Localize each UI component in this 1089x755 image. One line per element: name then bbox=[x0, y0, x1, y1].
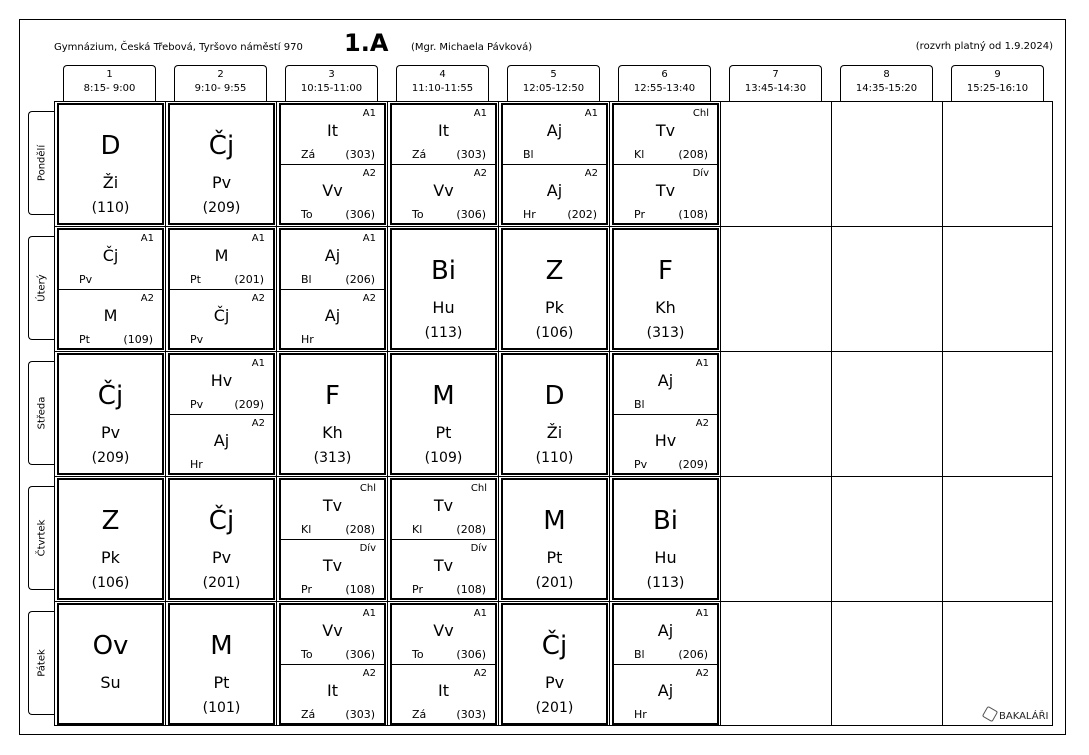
teacher-abbrev: Pr bbox=[634, 208, 645, 221]
room-number: (303) bbox=[345, 708, 375, 721]
lesson-group-bottom bbox=[614, 164, 717, 224]
room-number: (108) bbox=[345, 583, 375, 596]
lesson-group-bottom bbox=[392, 664, 495, 724]
period-header bbox=[174, 65, 267, 101]
lesson-group-top bbox=[170, 230, 273, 289]
subject-abbrev: D bbox=[100, 131, 121, 161]
lesson-group-bottom bbox=[614, 664, 717, 724]
room-number: (113) bbox=[424, 325, 463, 341]
teacher-abbrev: Kl bbox=[301, 523, 312, 536]
lesson-cell[interactable] bbox=[390, 228, 497, 350]
room-number: (313) bbox=[313, 450, 352, 466]
grid-column-divider bbox=[498, 101, 499, 726]
subject-abbrev: F bbox=[325, 381, 340, 411]
teacher-abbrev: Hr bbox=[301, 333, 314, 346]
lesson-cell[interactable] bbox=[279, 103, 386, 225]
subject-abbrev: It bbox=[438, 121, 449, 140]
subject-abbrev: Aj bbox=[657, 681, 674, 700]
day-label bbox=[28, 611, 55, 715]
teacher-abbrev: Pr bbox=[412, 583, 423, 596]
room-number: (113) bbox=[646, 575, 685, 591]
subject-abbrev: Tv bbox=[433, 556, 454, 575]
teacher-abbrev: Pv bbox=[79, 273, 93, 286]
lesson-cell[interactable] bbox=[57, 228, 164, 350]
period-time: 9:10- 9:55 bbox=[194, 83, 247, 94]
group-label: A2 bbox=[251, 293, 265, 304]
lesson-group-top bbox=[281, 480, 384, 539]
teacher-abbrev: Hr bbox=[634, 708, 647, 721]
period-header bbox=[618, 65, 711, 101]
lesson-group-bottom bbox=[170, 414, 273, 474]
room-number: (109) bbox=[424, 450, 463, 466]
room-number: (303) bbox=[456, 148, 486, 161]
teacher-abbrev: Pt bbox=[435, 423, 452, 442]
room-number: (101) bbox=[202, 700, 241, 716]
group-label: A2 bbox=[140, 293, 154, 304]
class-teacher: (Mgr. Michaela Pávková) bbox=[411, 42, 533, 53]
group-label: A2 bbox=[473, 668, 487, 679]
lesson-group-top bbox=[392, 105, 495, 164]
lesson-group-top bbox=[614, 605, 717, 664]
subject-abbrev: M bbox=[432, 381, 455, 411]
lesson-cell[interactable] bbox=[57, 353, 164, 475]
grid-column-divider bbox=[387, 101, 388, 726]
group-label: A1 bbox=[473, 108, 487, 119]
subject-abbrev: It bbox=[327, 121, 338, 140]
teacher-abbrev: Su bbox=[100, 673, 121, 692]
period-number: 7 bbox=[772, 69, 779, 80]
subject-abbrev: It bbox=[327, 681, 338, 700]
teacher-abbrev: Pv bbox=[211, 173, 232, 192]
lesson-group-top bbox=[392, 480, 495, 539]
subject-abbrev: Vv bbox=[322, 181, 343, 200]
subject-abbrev: Tv bbox=[322, 556, 343, 575]
subject-abbrev: Aj bbox=[546, 121, 563, 140]
lesson-cell[interactable] bbox=[279, 228, 386, 350]
room-number: (201) bbox=[202, 575, 241, 591]
lesson-group-bottom bbox=[170, 289, 273, 349]
group-label: A2 bbox=[695, 668, 709, 679]
grid-row-divider bbox=[54, 226, 1053, 227]
room-number: (202) bbox=[567, 208, 597, 221]
lesson-cell[interactable] bbox=[279, 478, 386, 600]
day-label bbox=[28, 361, 55, 465]
group-label: A1 bbox=[140, 233, 154, 244]
day-label bbox=[28, 236, 55, 340]
teacher-abbrev: To bbox=[412, 648, 424, 661]
teacher-abbrev: Pv bbox=[190, 333, 204, 346]
teacher-abbrev: Ži bbox=[546, 423, 563, 442]
period-header bbox=[285, 65, 378, 101]
room-number: (201) bbox=[535, 700, 574, 716]
lesson-cell[interactable] bbox=[390, 603, 497, 725]
grid-column-divider bbox=[942, 101, 943, 726]
room-number: (306) bbox=[456, 648, 486, 661]
lesson-group-top bbox=[281, 230, 384, 289]
room-number: (206) bbox=[678, 648, 708, 661]
lesson-group-top bbox=[503, 105, 606, 164]
lesson-group-bottom bbox=[281, 164, 384, 224]
room-number: (209) bbox=[678, 458, 708, 471]
subject-abbrev: Bi bbox=[430, 256, 457, 286]
room-number: (313) bbox=[646, 325, 685, 341]
subject-abbrev: Aj bbox=[324, 306, 341, 325]
subject-abbrev: Aj bbox=[657, 621, 674, 640]
room-number: (208) bbox=[345, 523, 375, 536]
teacher-abbrev: To bbox=[412, 208, 424, 221]
teacher-abbrev: Hu bbox=[432, 298, 455, 317]
teacher-abbrev: Pv bbox=[211, 548, 232, 567]
subject-abbrev: Hv bbox=[654, 431, 677, 450]
subject-abbrev: Čj bbox=[541, 631, 568, 661]
teacher-abbrev: Kl bbox=[412, 523, 423, 536]
room-number: (108) bbox=[456, 583, 486, 596]
room-number: (108) bbox=[678, 208, 708, 221]
teacher-abbrev: Bl bbox=[634, 648, 645, 661]
teacher-abbrev: Ži bbox=[102, 173, 119, 192]
class-title: 1.A bbox=[344, 29, 389, 57]
subject-abbrev: M bbox=[543, 506, 566, 536]
grid-row-divider bbox=[54, 601, 1053, 602]
lesson-group-bottom bbox=[281, 539, 384, 599]
group-label: A1 bbox=[362, 233, 376, 244]
subject-abbrev: Vv bbox=[322, 621, 343, 640]
room-number: (209) bbox=[234, 398, 264, 411]
room-number: (306) bbox=[456, 208, 486, 221]
subject-abbrev: M bbox=[214, 246, 229, 265]
lesson-cell[interactable] bbox=[612, 103, 719, 225]
period-number: 5 bbox=[550, 69, 557, 80]
room-number: (303) bbox=[345, 148, 375, 161]
group-label: A2 bbox=[362, 168, 376, 179]
period-time: 14:35-15:20 bbox=[855, 83, 918, 94]
group-label: A2 bbox=[584, 168, 598, 179]
grid-column-divider bbox=[720, 101, 721, 726]
teacher-abbrev: Bl bbox=[634, 398, 645, 411]
period-time: 13:45-14:30 bbox=[744, 83, 807, 94]
subject-abbrev: Tv bbox=[433, 496, 454, 515]
lesson-group-bottom bbox=[281, 289, 384, 349]
period-number: 6 bbox=[661, 69, 668, 80]
period-header bbox=[63, 65, 156, 101]
group-label: Dív bbox=[359, 543, 376, 554]
group-label: Dív bbox=[692, 168, 709, 179]
teacher-abbrev: Hr bbox=[523, 208, 536, 221]
group-label: Chl bbox=[692, 108, 709, 119]
lesson-group-top bbox=[392, 605, 495, 664]
teacher-abbrev: Hu bbox=[654, 548, 677, 567]
lesson-cell[interactable] bbox=[168, 103, 275, 225]
room-number: (110) bbox=[535, 450, 574, 466]
teacher-abbrev: Zá bbox=[301, 148, 316, 161]
period-header bbox=[840, 65, 933, 101]
lesson-cell[interactable] bbox=[57, 103, 164, 225]
period-header bbox=[396, 65, 489, 101]
lesson-group-bottom bbox=[614, 414, 717, 474]
room-number: (306) bbox=[345, 648, 375, 661]
grid-column-divider bbox=[609, 101, 610, 726]
period-time: 15:25-16:10 bbox=[966, 83, 1029, 94]
brand-logo bbox=[984, 708, 1048, 722]
group-label: A1 bbox=[584, 108, 598, 119]
subject-abbrev: Čj bbox=[208, 131, 235, 161]
subject-abbrev: Aj bbox=[324, 246, 341, 265]
school-name: Gymnázium, Česká Třebová, Tyršovo náměstí 970 bbox=[54, 42, 303, 53]
lesson-cell[interactable] bbox=[501, 228, 608, 350]
day-name: Pondělí bbox=[36, 144, 48, 182]
room-number: (206) bbox=[345, 273, 375, 286]
lesson-group-bottom bbox=[281, 664, 384, 724]
lesson-group-top bbox=[59, 230, 162, 289]
room-number: (201) bbox=[535, 575, 574, 591]
day-name: Úterý bbox=[36, 274, 48, 302]
subject-abbrev: Čj bbox=[102, 246, 119, 265]
teacher-abbrev: Kh bbox=[655, 298, 676, 317]
lesson-group-bottom bbox=[59, 289, 162, 349]
lesson-cell[interactable] bbox=[57, 478, 164, 600]
room-number: (110) bbox=[91, 200, 130, 216]
period-number: 1 bbox=[106, 69, 113, 80]
subject-abbrev: M bbox=[210, 631, 233, 661]
lesson-cell[interactable] bbox=[279, 603, 386, 725]
teacher-abbrev: Kh bbox=[322, 423, 343, 442]
teacher-abbrev: To bbox=[301, 208, 313, 221]
teacher-abbrev: Pk bbox=[101, 548, 120, 567]
lesson-cell[interactable] bbox=[501, 478, 608, 600]
teacher-abbrev: Pv bbox=[100, 423, 121, 442]
group-label: A1 bbox=[251, 358, 265, 369]
subject-abbrev: Bi bbox=[652, 506, 679, 536]
lesson-group-top bbox=[281, 105, 384, 164]
period-header bbox=[507, 65, 600, 101]
group-label: A1 bbox=[251, 233, 265, 244]
validity-note: (rozvrh platný od 1.9.2024) bbox=[915, 41, 1053, 52]
period-number: 3 bbox=[328, 69, 335, 80]
lesson-cell[interactable] bbox=[501, 353, 608, 475]
day-label bbox=[28, 486, 55, 590]
subject-abbrev: Tv bbox=[655, 121, 676, 140]
period-number: 9 bbox=[994, 69, 1001, 80]
subject-abbrev: F bbox=[658, 256, 673, 286]
group-label: A1 bbox=[362, 608, 376, 619]
grid-column-divider bbox=[276, 101, 277, 726]
teacher-abbrev: Pt bbox=[213, 673, 230, 692]
lesson-cell[interactable] bbox=[501, 103, 608, 225]
hexagon-icon bbox=[982, 706, 998, 722]
group-label: Chl bbox=[470, 483, 487, 494]
group-label: A2 bbox=[695, 418, 709, 429]
subject-abbrev: Aj bbox=[657, 371, 674, 390]
teacher-abbrev: Kl bbox=[634, 148, 645, 161]
grid-row-divider bbox=[54, 351, 1053, 352]
teacher-abbrev: Pr bbox=[301, 583, 312, 596]
subject-abbrev: Tv bbox=[655, 181, 676, 200]
teacher-abbrev: Pk bbox=[545, 298, 564, 317]
period-time: 10:15-11:00 bbox=[300, 83, 363, 94]
room-number: (209) bbox=[202, 200, 241, 216]
lesson-group-top bbox=[614, 105, 717, 164]
teacher-abbrev: Bl bbox=[523, 148, 534, 161]
period-number: 2 bbox=[217, 69, 224, 80]
teacher-abbrev: Zá bbox=[412, 708, 427, 721]
day-name: Čtvrtek bbox=[36, 519, 48, 557]
subject-abbrev: Z bbox=[545, 256, 564, 286]
lesson-group-top bbox=[614, 355, 717, 414]
room-number: (209) bbox=[91, 450, 130, 466]
period-time: 11:10-11:55 bbox=[411, 83, 474, 94]
subject-abbrev: It bbox=[438, 681, 449, 700]
subject-abbrev: Tv bbox=[322, 496, 343, 515]
lesson-cell[interactable] bbox=[612, 353, 719, 475]
teacher-abbrev: Pt bbox=[79, 333, 90, 346]
lesson-cell[interactable] bbox=[168, 228, 275, 350]
lesson-group-bottom bbox=[392, 164, 495, 224]
lesson-cell[interactable] bbox=[168, 353, 275, 475]
group-label: Dív bbox=[470, 543, 487, 554]
teacher-abbrev: Pv bbox=[544, 673, 565, 692]
lesson-cell[interactable] bbox=[168, 603, 275, 725]
group-label: A1 bbox=[695, 608, 709, 619]
lesson-cell[interactable] bbox=[612, 228, 719, 350]
group-label: Chl bbox=[359, 483, 376, 494]
group-label: A2 bbox=[473, 168, 487, 179]
lesson-group-top bbox=[281, 605, 384, 664]
subject-abbrev: Aj bbox=[546, 181, 563, 200]
group-label: A2 bbox=[251, 418, 265, 429]
period-header bbox=[729, 65, 822, 101]
subject-abbrev: Čj bbox=[97, 381, 124, 411]
subject-abbrev: Čj bbox=[208, 506, 235, 536]
lesson-cell[interactable] bbox=[57, 603, 164, 725]
brand-name: BAKALÁŘI bbox=[999, 711, 1049, 722]
teacher-abbrev: Pv bbox=[634, 458, 648, 471]
grid-column-divider bbox=[165, 101, 166, 726]
day-name: Středa bbox=[36, 396, 48, 430]
group-label: A2 bbox=[362, 668, 376, 679]
group-label: A1 bbox=[473, 608, 487, 619]
room-number: (208) bbox=[456, 523, 486, 536]
lesson-group-top bbox=[170, 355, 273, 414]
lesson-cell[interactable] bbox=[279, 353, 386, 475]
room-number: (106) bbox=[91, 575, 130, 591]
day-name: Pátek bbox=[36, 649, 48, 677]
lesson-cell[interactable] bbox=[168, 478, 275, 600]
grid-row-divider bbox=[54, 476, 1053, 477]
lesson-group-bottom bbox=[392, 539, 495, 599]
teacher-abbrev: Pt bbox=[190, 273, 201, 286]
lesson-cell[interactable] bbox=[390, 478, 497, 600]
lesson-group-bottom bbox=[503, 164, 606, 224]
period-time: 12:55-13:40 bbox=[633, 83, 696, 94]
group-label: A1 bbox=[362, 108, 376, 119]
subject-abbrev: D bbox=[544, 381, 565, 411]
subject-abbrev: Z bbox=[101, 506, 120, 536]
period-number: 8 bbox=[883, 69, 890, 80]
room-number: (109) bbox=[123, 333, 153, 346]
subject-abbrev: Vv bbox=[433, 181, 454, 200]
subject-abbrev: Čj bbox=[213, 306, 230, 325]
subject-abbrev: Aj bbox=[213, 431, 230, 450]
teacher-abbrev: Pv bbox=[190, 398, 204, 411]
room-number: (208) bbox=[678, 148, 708, 161]
teacher-abbrev: Bl bbox=[301, 273, 312, 286]
lesson-cell[interactable] bbox=[612, 603, 719, 725]
teacher-abbrev: To bbox=[301, 648, 313, 661]
lesson-cell[interactable] bbox=[390, 103, 497, 225]
subject-abbrev: M bbox=[103, 306, 118, 325]
teacher-abbrev: Zá bbox=[412, 148, 427, 161]
period-time: 12:05-12:50 bbox=[522, 83, 585, 94]
teacher-abbrev: Pt bbox=[546, 548, 563, 567]
grid-column-divider bbox=[831, 101, 832, 726]
teacher-abbrev: Hr bbox=[190, 458, 203, 471]
subject-abbrev: Vv bbox=[433, 621, 454, 640]
lesson-cell[interactable] bbox=[501, 603, 608, 725]
room-number: (106) bbox=[535, 325, 574, 341]
lesson-cell[interactable] bbox=[612, 478, 719, 600]
room-number: (201) bbox=[234, 273, 264, 286]
group-label: A2 bbox=[362, 293, 376, 304]
period-header bbox=[951, 65, 1044, 101]
room-number: (303) bbox=[456, 708, 486, 721]
lesson-cell[interactable] bbox=[390, 353, 497, 475]
teacher-abbrev: Zá bbox=[301, 708, 316, 721]
subject-abbrev: Ov bbox=[92, 631, 129, 661]
subject-abbrev: Hv bbox=[210, 371, 233, 390]
period-time: 8:15- 9:00 bbox=[83, 83, 136, 94]
day-label bbox=[28, 111, 55, 215]
period-number: 4 bbox=[439, 69, 446, 80]
room-number: (306) bbox=[345, 208, 375, 221]
group-label: A1 bbox=[695, 358, 709, 369]
